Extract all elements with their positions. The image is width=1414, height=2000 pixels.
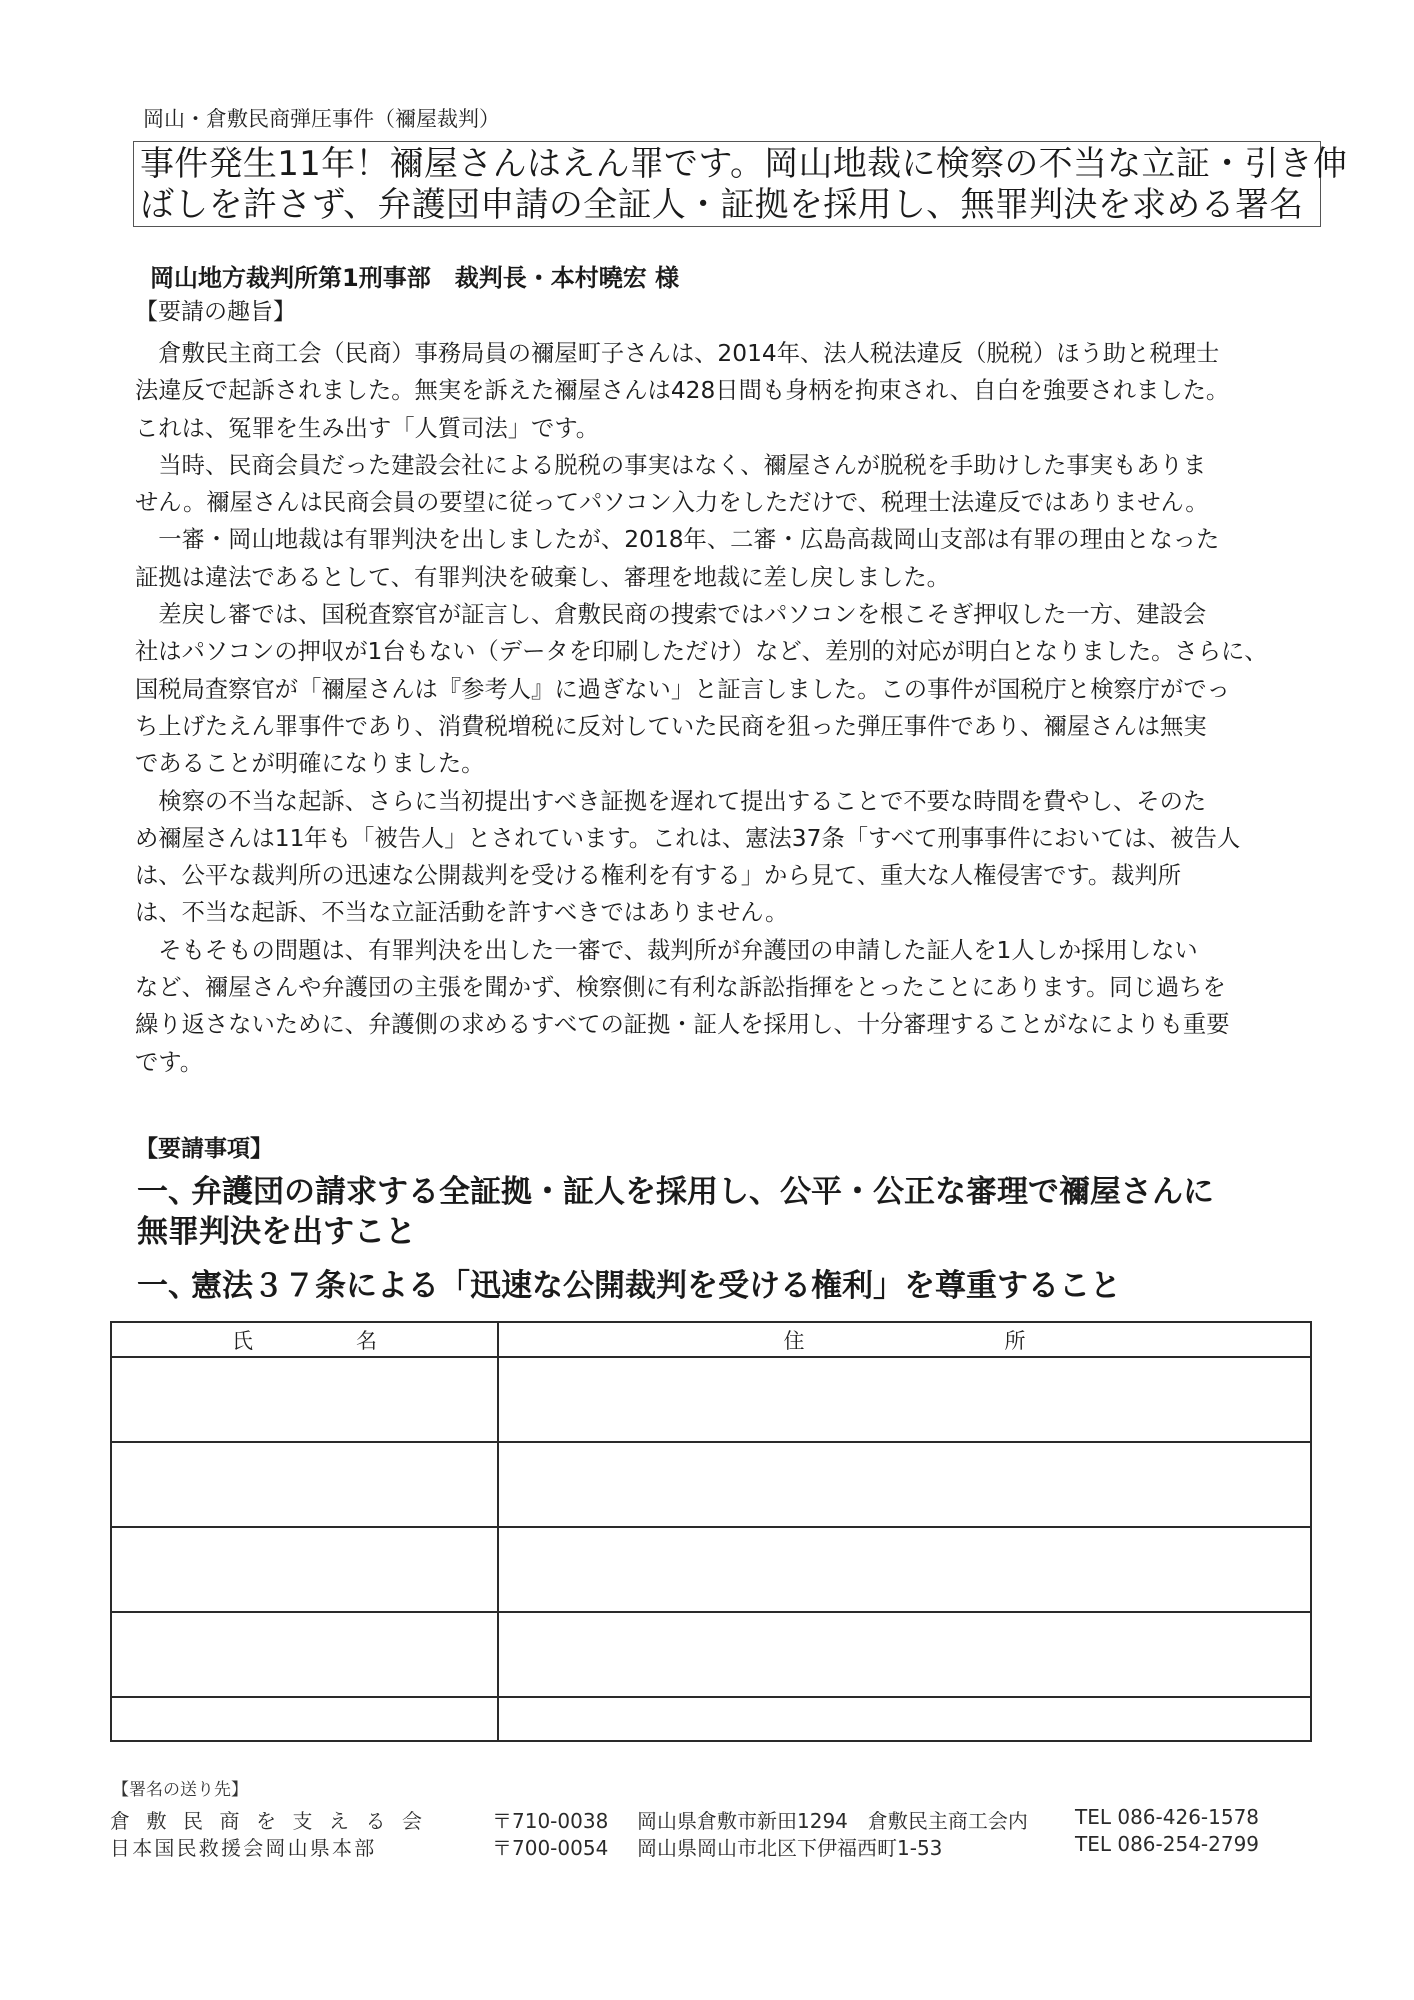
purpose-body [135,335,1335,1081]
address-cell[interactable] [498,1442,1310,1527]
request-text: 弁護団の請求する全証拠・証人を採用し、公平・公正な審理で禰屋さんに [191,1174,1214,1210]
body-line: は、不当な起訴、不当な立証活動を許すべきではありません。 [135,899,789,927]
request-text: 憲法３７条による「迅速な公開裁判を受ける権利」を尊重すること [191,1268,1121,1304]
signature-table-header [112,1323,1310,1357]
request-item [137,1172,1214,1252]
request-marker: 一、 [137,1268,199,1304]
signature-row [112,1612,1310,1697]
body-line: です。 [135,1048,204,1076]
body-line: 検察の不当な起訴、さらに当初提出すべき証拠を遅れて提出することで不要な時間を費やし、そのた [135,787,1207,815]
contact-postal: 〒710-0038 [492,1809,609,1833]
address-cell[interactable] [498,1357,1310,1442]
name-cell[interactable] [112,1442,498,1527]
signature-row [112,1442,1310,1527]
header-char: 名 [356,1328,377,1353]
body-line: 社はパソコンの押収が1台もない（データを印刷しただけ）など、差別的対応が明白となりました。さらに、 [135,638,1268,666]
address-cell[interactable] [498,1612,1310,1697]
body-line: これは、冤罪を生み出す「人質司法」です。 [135,414,600,442]
signature-row [112,1697,1310,1740]
address-cell[interactable] [498,1697,1310,1740]
footer-contact [110,1832,1310,1858]
body-line: は、公平な裁判所の迅速な公開裁判を受ける権利を有する」から見て、重大な人権侵害です。裁判所 [135,862,1182,890]
name-column-header [112,1323,498,1357]
purpose-heading: 【要請の趣旨】 [135,299,296,325]
name-cell[interactable] [112,1697,498,1740]
document-subtitle: 岡山・倉敷民商弾圧事件（禰屋裁判） [143,107,500,131]
contact-postal: 〒700-0054 [492,1836,609,1860]
contact-tel: TEL 086-254-2799 [1075,1832,1260,1856]
footer-contact [110,1805,1310,1831]
body-line: 証拠は違法であるとして、有罪判決を破棄し、審理を地裁に差し戻しました。 [135,563,950,591]
name-cell[interactable] [112,1612,498,1697]
document-title-box [133,141,1348,227]
header-char: 氏 [232,1328,253,1353]
name-cell[interactable] [112,1527,498,1612]
name-cell[interactable] [112,1357,498,1442]
contact-org: 日本国民救援会岡山県本部 [110,1836,377,1860]
body-line: 法違反で起訴されました。無実を訴えた禰屋さんは428日間も身柄を拘束され、自白を強要されました。 [135,377,1230,405]
body-line: 一審・岡山地裁は有罪判決を出しましたが、2018年、二審・広島高裁岡山支部は有罪の理由となった [135,526,1220,554]
body-line: 当時、民商会員だった建設会社による脱税の事実はなく、禰屋さんが脱税を手助けした事実もありま [135,451,1207,479]
header-char: 所 [1004,1328,1026,1353]
body-line: 差戻し審では、国税査察官が証言し、倉敷民商の捜索ではパソコンを根こそぎ押収した一方、建設会 [135,601,1207,629]
contact-address: 岡山県倉敷市新田1294 倉敷民主商工会内 [637,1809,1028,1833]
contact-address: 岡山県岡山市北区下伊福西町1-53 [637,1836,943,1860]
body-line: め禰屋さんは11年も「被告人」とされています。これは、憲法37条「すべて刑事事件においては、被告人 [135,824,1241,852]
signature-table [110,1321,1312,1742]
body-line: ち上げたえん罪事件であり、消費税増税に反対していた民商を狙った弾圧事件であり、禰屋さんは無実 [135,712,1207,740]
body-line: 倉敷民主商工会（民商）事務局員の禰屋町子さんは、2014年、法人税法違反（脱税）ほう助と税理士 [135,340,1220,367]
body-line: であることが明確になりました。 [135,750,485,778]
body-line: など、禰屋さんや弁護団の主張を聞かず、検察側に有利な訴訟指揮をとったことにあります。同じ過ちを [135,974,1226,1002]
signature-row [112,1527,1310,1612]
document-title-line: 事件発生11年！禰屋さんはえん罪です。岡山地裁に検察の不当な立証・引き伸 [140,144,1348,184]
address-cell[interactable] [498,1527,1310,1612]
requests-heading: 【要請事項】 [135,1136,273,1162]
body-line: 繰り返さないために、弁護側の求めるすべての証拠・証人を採用し、十分審理することがなによりも重要 [135,1011,1230,1039]
footer-label: 【署名の送り先】 [112,1780,248,1800]
request-marker: 一、 [137,1174,199,1210]
body-line: せん。禰屋さんは民商会員の要望に従ってパソコン入力をしただけで、税理士法違反ではありません。 [135,489,1209,517]
body-line: 国税局査察官が「禰屋さんは『参考人』に過ぎない」と証言しました。この事件が国税庁と検察庁がでっ [135,675,1230,703]
header-char: 住 [783,1328,805,1353]
address-column-header [498,1323,1310,1357]
contact-org: 倉敷民商を支える会 [110,1809,439,1833]
request-item [137,1266,1121,1306]
addressee: 岡山地方裁判所第1刑事部 裁判長・本村曉宏 様 [150,264,680,292]
body-line: そもそもの問題は、有罪判決を出した一審で、裁判所が弁護団の申請した証人を1人しか採用しない [135,936,1198,964]
signature-row [112,1357,1310,1442]
document-title-line: ばしを許さず、弁護団申請の全証人・証拠を採用し、無罪判決を求める署名 [140,185,1304,225]
contact-tel: TEL 086-426-1578 [1075,1805,1260,1829]
request-text: 無罪判決を出すこと [137,1214,416,1250]
